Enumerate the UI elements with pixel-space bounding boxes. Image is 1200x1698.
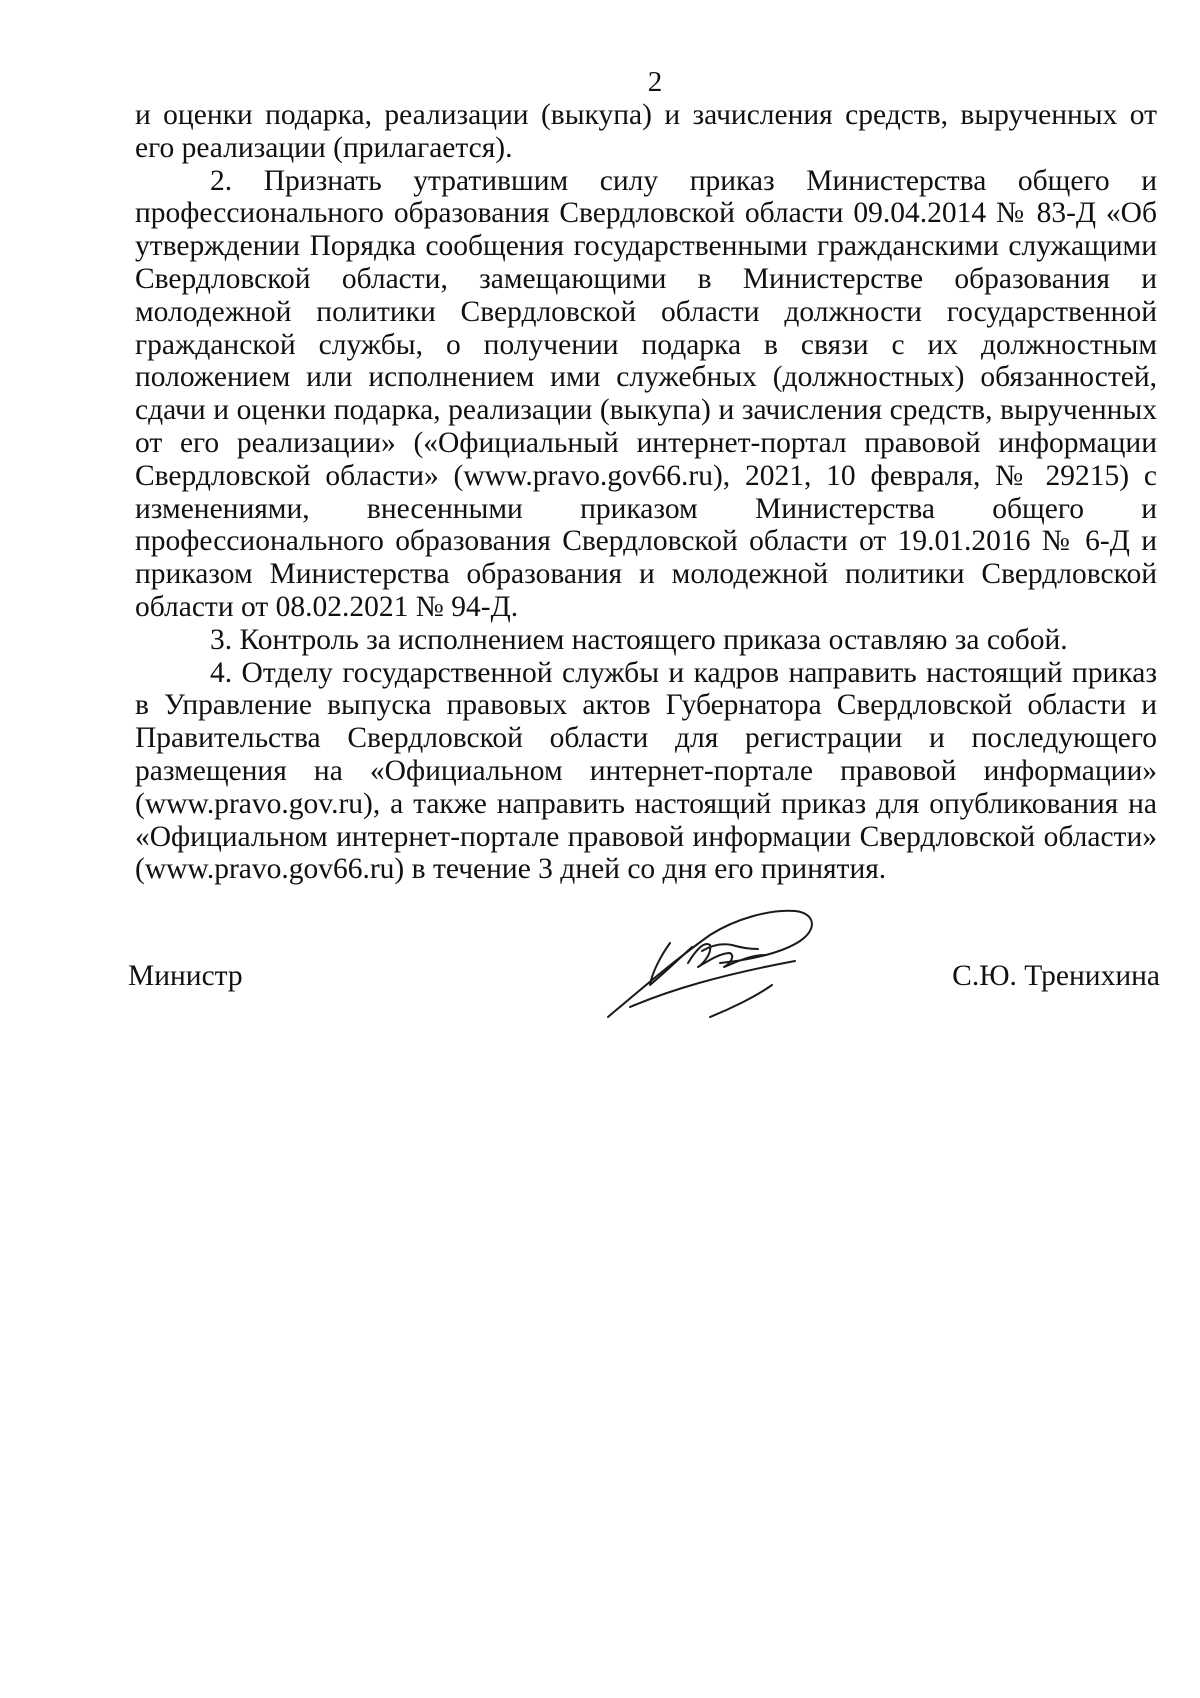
paragraph-1: и оценки подарка, реализации (выкупа) и зачисления средств, вырученных от его реализации (прилагается). xyxy=(135,99,1157,164)
paragraph-3: 3. Контроль за исполнением настоящего приказа оставляю за собой. xyxy=(210,623,1068,656)
paragraph-4: 4. Отделу государственной службы и кадров направить настоящий приказ в Управление выпуска правовых актов Губернатора Свердловской области и Правительства Свердловской области для регистрации и последующего размещения на «Официальном интернет-портале правовой информации» (www.pravo.gov.ru), а также направить настоящий приказ для опубликования на «Официальном интернет-портале правовой информации Свердловской области» (www.pravo.gov66.ru) в течение 3 дней со дня его принятия. xyxy=(135,656,1157,886)
paragraph-2: 2. Признать утратившим силу приказ Министерства общего и профессионального образования Свердловской области 09.04.2014 № 83-Д «Об утверждении Порядка сообщения государственными гражданскими служащими Свердловской области, замещающими в Министерстве образования и молодежной политики Свердловской области должности государственной гражданской службы, о получении подарка в связи с их должностным положением или исполнением ими служебных (должностных) обязанностей, сдачи и оценки подарка, реализации (выкупа) и зачисления средств, вырученных от его реализации» («Официальный интернет-портал правовой информации Свердловской области» (www.pravo.gov66.ru), 2021, 10 февраля, № 29215) с изменениями, внесенными приказом Министерства общего и профессионального образования Свердловской области от 19.01.2016 № 6-Д и приказом Министерства образования и молодежной политики Свердловской области от 08.02.2021 № 94-Д. xyxy=(135,164,1157,623)
handwritten-signature-icon xyxy=(600,905,830,1025)
page-number: 2 xyxy=(647,66,663,98)
signatory-title: Министр xyxy=(128,960,243,992)
document-body xyxy=(135,99,1157,886)
signatory-name: С.Ю. Тренихина xyxy=(952,960,1160,992)
